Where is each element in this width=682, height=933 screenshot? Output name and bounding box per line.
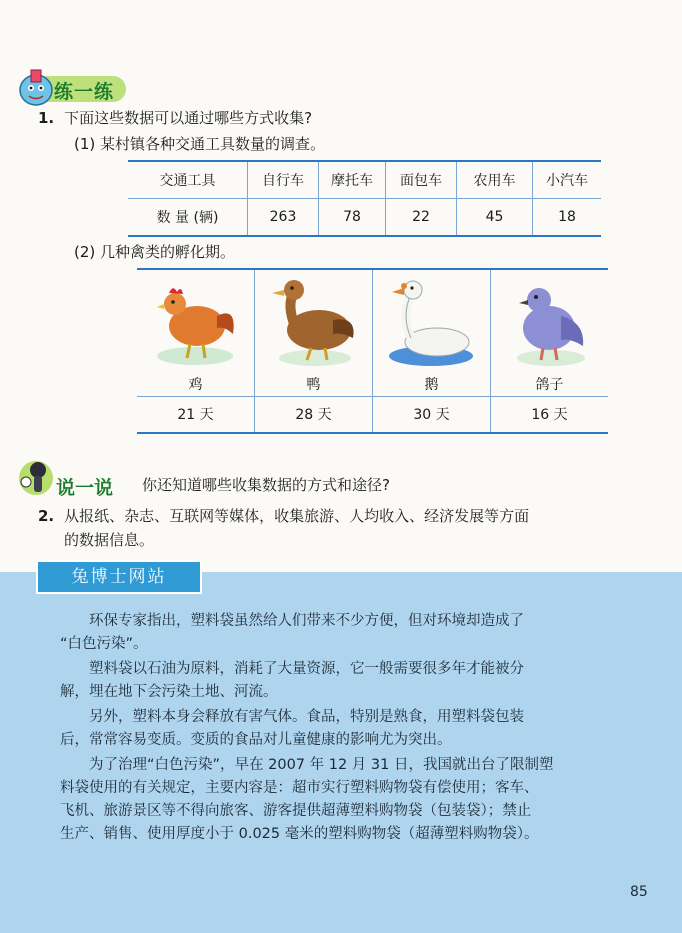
paragraph-line: “白色污染”。 — [60, 636, 148, 652]
table-cell: 18 — [533, 199, 602, 237]
bird-name: 鸡 — [188, 377, 203, 393]
paragraph-line: 为了治理“白色污染”，早在 2007 年 12 月 31 日，我国就出台了限制塑 — [89, 757, 554, 773]
table-header-row — [128, 161, 601, 199]
duck-icon — [263, 276, 363, 368]
table-cell: 78 — [319, 199, 386, 237]
vehicle-count-table — [128, 160, 601, 237]
table-header-cell: 交通工具 — [128, 161, 248, 199]
paragraph-line: 另外，塑料本身会释放有害气体。食品，特别是熟食，用塑料袋包装 — [89, 709, 524, 725]
subquestion-1: (1) 某村镇各种交通工具数量的调查。 — [74, 135, 326, 153]
paragraph-4 — [60, 754, 640, 846]
incubation-table — [137, 268, 608, 434]
bird-name: 鹅 — [424, 377, 439, 393]
incubation-days: 28 天 — [255, 396, 372, 433]
paragraph-line: 料袋使用的有关规定，主要内容是：超市实行塑料购物袋有偿使用；客车、 — [60, 780, 539, 796]
question-number: 2. — [38, 507, 55, 525]
practice-title: 练一练 — [54, 81, 115, 103]
incubation-days: 16 天 — [491, 396, 608, 433]
goose-icon — [381, 276, 481, 368]
paragraph-line: 塑料袋以石油为原料，消耗了大量资源，它一般需要很多年才能被分 — [89, 661, 524, 677]
paragraph-line: 飞机、旅游景区等不得向旅客、游客提供超薄塑料购物袋（包装袋）；禁止 — [60, 803, 532, 819]
bird-column-goose — [373, 270, 491, 432]
question-2-continued: 的数据信息。 — [64, 531, 155, 549]
discuss-prompt: 你还知道哪些收集数据的方式和途径? — [142, 476, 390, 494]
practice-badge — [14, 68, 126, 104]
table-row-label: 数 量 (辆) — [128, 199, 248, 237]
chicken-icon — [145, 276, 245, 368]
table-header-cell: 面包车 — [386, 161, 457, 199]
incubation-days: 30 天 — [373, 396, 490, 433]
website-tab: 兔博士网站 — [36, 560, 202, 594]
table-row — [128, 199, 601, 237]
incubation-days: 21 天 — [137, 396, 254, 433]
question-text: 下面这些数据可以通过哪些方式收集? — [64, 109, 313, 127]
page-number: 85 — [630, 884, 648, 900]
bird-name: 鸽子 — [535, 377, 564, 393]
pigeon-icon — [499, 276, 599, 368]
bird-column-chicken — [137, 270, 255, 432]
bird-column-duck — [255, 270, 373, 432]
paragraph-line: 生产、销售、使用厚度小于 0.025 毫米的塑料购物袋（超薄塑料购物袋）。 — [60, 826, 539, 842]
paragraph-line: 解，埋在地下会污染土地、河流。 — [60, 684, 278, 700]
question-text-line: 从报纸、杂志、互联网等媒体，收集旅游、人均收入、经济发展等方面 — [64, 507, 530, 525]
bird-column-pigeon — [491, 270, 608, 432]
bird-name: 鸭 — [306, 377, 321, 393]
table-cell: 263 — [248, 199, 319, 237]
table-header-cell: 自行车 — [248, 161, 319, 199]
pencil-mascot-icon — [14, 68, 58, 108]
paragraph-line: 环保专家指出，塑料袋虽然给人们带来不少方便，但对环境却造成了 — [89, 613, 524, 629]
table-header-cell: 摩托车 — [319, 161, 386, 199]
paragraph-2 — [60, 658, 640, 704]
question-number: 1. — [38, 109, 55, 127]
paragraph-3 — [60, 706, 640, 752]
paragraph-line: 后，常常容易变质。变质的食品对儿童健康的影响尤为突出。 — [60, 732, 452, 748]
paragraph-1 — [60, 610, 640, 656]
question-2 — [38, 506, 648, 526]
subquestion-2: (2) 几种禽类的孵化期。 — [74, 243, 236, 261]
microphone-mascot-icon — [12, 454, 58, 500]
table-header-cell: 小汽车 — [533, 161, 602, 199]
table-cell: 22 — [386, 199, 457, 237]
question-1 — [38, 108, 312, 128]
table-cell: 45 — [457, 199, 533, 237]
discuss-title: 说一说 — [56, 477, 114, 499]
table-header-cell: 农用车 — [457, 161, 533, 199]
